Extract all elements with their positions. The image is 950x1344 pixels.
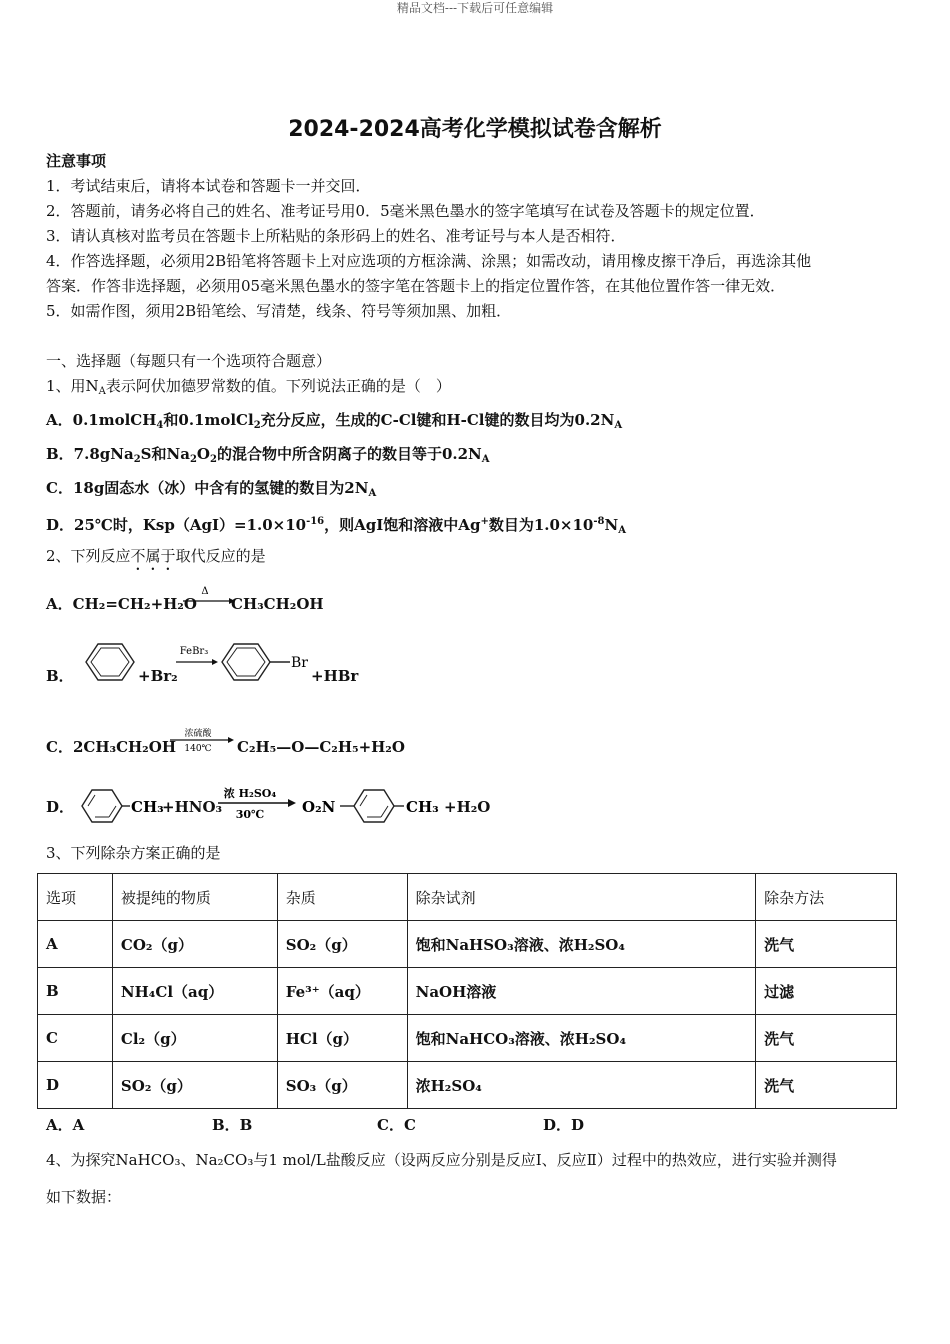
q3-stem: 3、下列除杂方案正确的是: [46, 844, 221, 862]
toluene-icon: [78, 786, 164, 826]
q2-b-condition: FeBr₃: [179, 646, 209, 657]
q2-b-substituent: Br: [291, 655, 308, 671]
q1-option-c: C．18g固态水（冰）中含有的氢键的数目为$2N_A$: [46, 479, 377, 499]
table-cell: NH₄Cl（aq）: [112, 968, 277, 1015]
table-cell: SO₂（g）: [277, 921, 407, 968]
table-header: 选项: [38, 874, 113, 921]
q2-c-product: C₂H₅—O—C₂H₅+H₂O: [237, 738, 405, 756]
notice-item-2: 2．答题前，请务必将自己的姓名、准考证号用0．5毫米黑色墨水的签字笔填写在试卷及答题卡的规定位置．: [46, 202, 765, 220]
table-row: [38, 921, 897, 968]
q2-b-byproduct: +HBr: [311, 667, 359, 685]
q2-option-c: C．2CH₃CH₂OH: [46, 738, 176, 756]
q2-option-b-label: B．: [46, 667, 74, 685]
table-header-row: [38, 874, 897, 921]
q4-stem-cont: 如下数据：: [46, 1188, 122, 1206]
q3-option-a: A．A: [46, 1116, 85, 1134]
q1-option-b: B．7.8gNa$_2$S和$Na_2O_2$的混合物中所含阴离子的数目等于$0.2N_A$: [46, 445, 490, 465]
table-cell: 洗气: [756, 1015, 897, 1062]
q2-option-d-label: D．: [46, 798, 75, 816]
document-title: 2024-2024高考化学模拟试卷含解析: [288, 117, 662, 142]
q2-d-no2: O₂N: [302, 798, 336, 816]
q2-stem: 2、下列反应不属于取代反应的是: [46, 547, 266, 565]
q2-d-byproduct: +H₂O: [444, 798, 491, 816]
section-heading: 一、选择题（每题只有一个选项符合题意）: [46, 352, 332, 370]
q3-table: [37, 873, 897, 1109]
bromobenzene-icon: [218, 640, 310, 684]
table-cell: 过滤: [756, 968, 897, 1015]
table-cell: Fe³⁺（aq）: [277, 968, 407, 1015]
q1-option-d: D．25℃时，$Ksp(AgI)=1.0\times 10^{-16}$，则AgI饱和溶液中Ag+数目为$1.0\times 10^{-8}N_A$: [46, 516, 626, 536]
notice-item-1: 1．考试结束后，请将本试卷和答题卡一并交回．: [46, 177, 371, 195]
notice-item-5: 5．如需作图，须用2B铅笔绘、写清楚，线条、符号等须加黑、加粗．: [46, 302, 512, 320]
table-cell: 饱和NaHCO₃溶液、浓H₂SO₄: [407, 1015, 756, 1062]
table-cell: B: [38, 968, 113, 1015]
q2-c-arrow: [170, 726, 236, 756]
table-header: 除杂方法: [756, 874, 897, 921]
q2-a-product: CH₃CH₂OH: [231, 595, 324, 613]
page-header-watermark: 精品文档---下载后可任意编辑: [396, 1, 554, 15]
table-header: 杂质: [277, 874, 407, 921]
table-cell: 洗气: [756, 921, 897, 968]
q2-d-ch3b: CH₃: [406, 798, 439, 816]
table-cell: 饱和NaHSO₃溶液、浓H₂SO₄: [407, 921, 756, 968]
q3-option-b: B．B: [212, 1116, 253, 1134]
table-cell: HCl（g）: [277, 1015, 407, 1062]
q2-c-condition-bottom: 140℃: [184, 744, 212, 754]
q2-d-arrow: [218, 783, 298, 827]
q2-c-condition-top: 浓硫酸: [184, 729, 212, 739]
table-cell: C: [38, 1015, 113, 1062]
table-cell: D: [38, 1062, 113, 1109]
q2-a-arrow: [183, 583, 233, 607]
q2-b-reagent: +Br₂: [138, 667, 178, 685]
q1-stem: 1、用$N_A$表示阿伏加德罗常数的值。下列说法正确的是（ ）: [46, 377, 451, 397]
table-cell: NaOH溶液: [407, 968, 756, 1015]
table-header: 被提纯的物质: [112, 874, 277, 921]
table-cell: CO₂（g）: [112, 921, 277, 968]
q2-option-a: A．CH₂=CH₂+H₂O: [46, 595, 197, 613]
q4-stem: 4、为探究NaHCO₃、Na₂CO₃与1 mol/L盐酸反应（设两反应分别是反应Ⅰ、反应Ⅱ）过程中的热效应，进行实验并测得: [46, 1151, 837, 1169]
table-row: [38, 968, 897, 1015]
table-cell: 浓H₂SO₄: [407, 1062, 756, 1109]
notice-item-4-cont: 答案．作答非选择题，必须用05毫米黑色墨水的签字笔在答题卡上的指定位置作答，在其他位置作答一律无效．: [46, 277, 786, 295]
notice-item-4: 4．作答选择题，必须用2B铅笔将答题卡上对应选项的方框涂满、涂黑；如需改动，请用橡皮擦干净后，再选涂其他: [46, 252, 812, 270]
table-row: [38, 1015, 897, 1062]
table-cell: A: [38, 921, 113, 968]
q2-d-reagent: +HNO₃: [162, 798, 223, 816]
benzene-icon: [78, 640, 138, 684]
q2-d-condition-bottom: 30℃: [235, 808, 265, 821]
q2-d-condition-top: 浓 H₂SO₄: [223, 787, 277, 800]
notice-item-3: 3．请认真核对监考员在答题卡上所粘贴的条形码上的姓名、准考证号与本人是否相符．: [46, 227, 626, 245]
table-cell: SO₃（g）: [277, 1062, 407, 1109]
table-header: 除杂试剂: [407, 874, 756, 921]
notice-heading: 注意事项: [46, 152, 107, 170]
q2-b-arrow: [176, 642, 220, 672]
q3-option-d: D．D: [543, 1116, 585, 1134]
table-row: [38, 1062, 897, 1109]
q3-option-c: C．C: [377, 1116, 416, 1134]
table-cell: 洗气: [756, 1062, 897, 1109]
q2-d-ch3: CH₃: [131, 798, 164, 816]
table-cell: Cl₂（g）: [112, 1015, 277, 1062]
table-cell: SO₂（g）: [112, 1062, 277, 1109]
q1-option-a: A．0.1molCH$_4$和0.1molCl$_2$充分反应，生成的C-Cl键和H-Cl键的数目均为$0.2N_A$: [46, 411, 623, 431]
q2-a-condition: Δ: [201, 586, 209, 597]
